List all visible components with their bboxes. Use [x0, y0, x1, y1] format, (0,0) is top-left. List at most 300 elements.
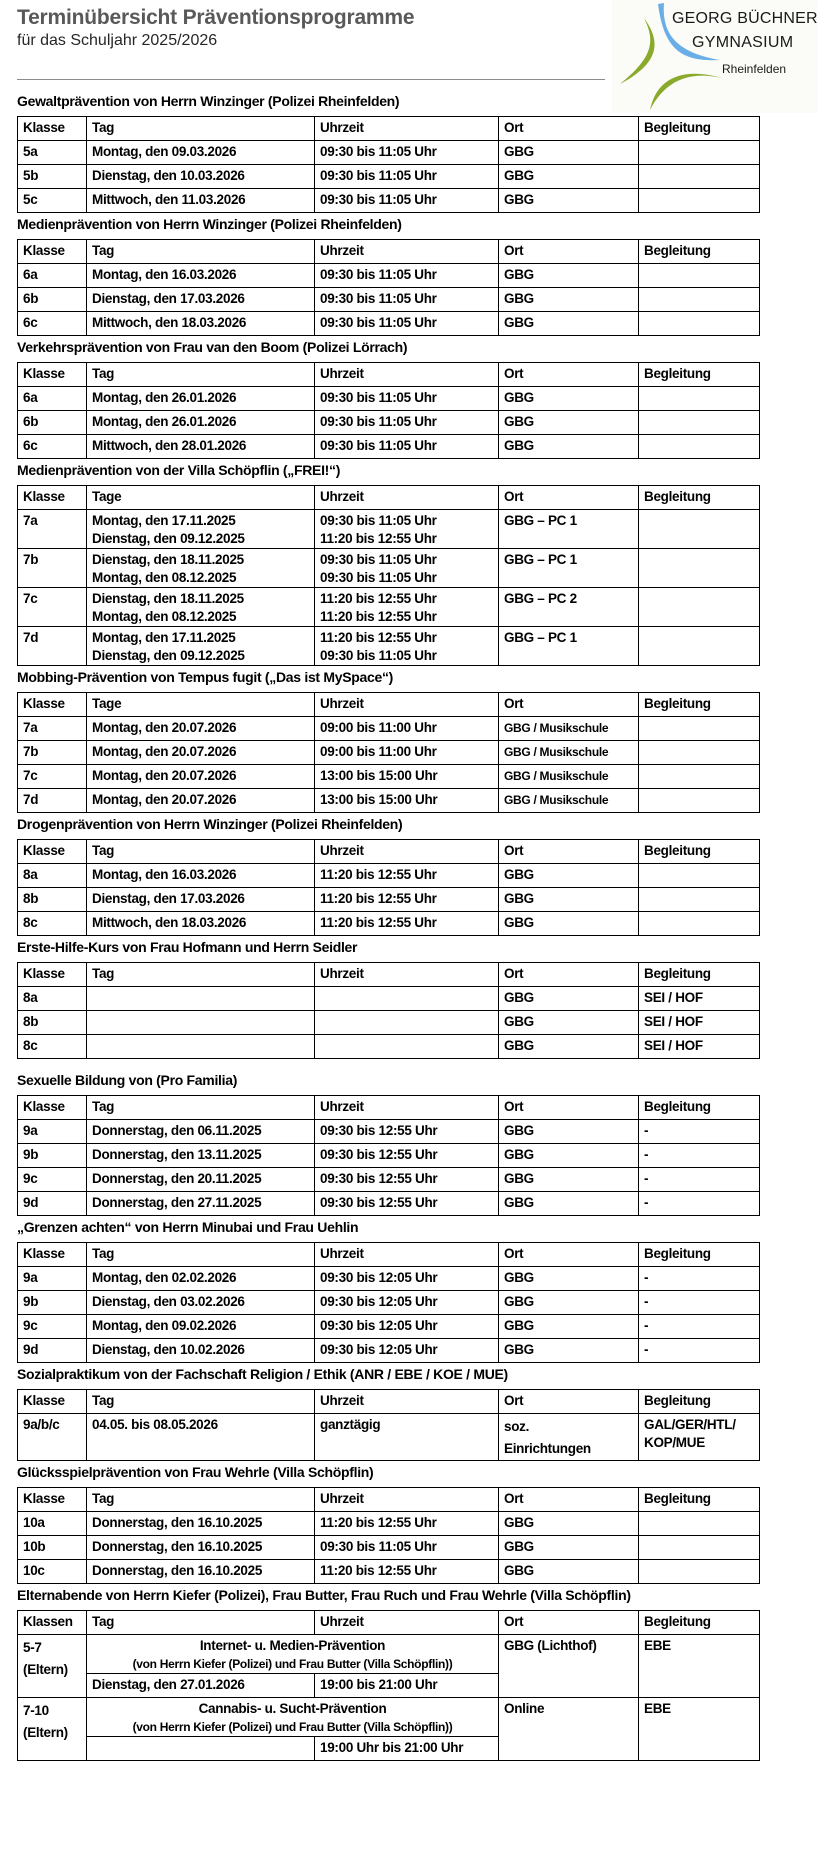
cell-klasse: 6a [18, 264, 87, 288]
cell-begleitung [639, 1536, 760, 1560]
cell-klasse: 7b [18, 549, 87, 588]
schedule-table [17, 116, 760, 213]
cell-programm [87, 1635, 499, 1674]
uhrzeit-1: 11:20 bis 12:55 Uhr [320, 630, 437, 645]
cell-klasse: 9d [18, 1192, 87, 1216]
cell-klassen [18, 1698, 87, 1761]
cell-klasse: 8c [18, 1035, 87, 1059]
cell-ort: GBG [499, 189, 639, 213]
schedule-table [17, 1487, 760, 1584]
header-uhrzeit: Uhrzeit [315, 1390, 499, 1414]
cell-uhrzeit: 09:30 bis 12:55 Uhr [315, 1168, 499, 1192]
cell-tag: Mittwoch, den 11.03.2026 [87, 189, 315, 213]
cell-begleitung: EBE [639, 1698, 760, 1761]
cell-tag: Montag, den 16.03.2026 [87, 264, 315, 288]
table-row [18, 264, 760, 288]
cell-klasse: 7a [18, 717, 87, 741]
cell-ort: GBG [499, 1267, 639, 1291]
cell-klasse: 7b [18, 741, 87, 765]
cell-ort: GBG [499, 411, 639, 435]
header-uhrzeit: Uhrzeit [315, 693, 499, 717]
cell-tag: Montag, den 20.07.2026 [87, 741, 315, 765]
cell-tag [87, 1737, 315, 1761]
table-row [18, 1144, 760, 1168]
cell-ort: GBG (Lichthof) [499, 1635, 639, 1698]
cell-ort: GBG [499, 1560, 639, 1584]
section-title: Gewaltprävention von Herrn Winzinger (Polizei Rheinfelden) [17, 93, 400, 109]
cell-begleitung [639, 864, 760, 888]
cell-uhrzeit [315, 987, 499, 1011]
table-row [18, 588, 760, 627]
cell-tag: Donnerstag, den 13.11.2025 [87, 1144, 315, 1168]
cell-tag: Dienstag, den 10.02.2026 [87, 1339, 315, 1363]
page-title: Terminübersicht Präventionsprogramme [17, 6, 415, 29]
klassen-line-1: 5-7 [23, 1640, 42, 1655]
cell-ort: GBG / Musikschule [499, 717, 639, 741]
cell-ort: GBG [499, 912, 639, 936]
cell-uhrzeit [315, 1011, 499, 1035]
table-row [18, 1315, 760, 1339]
header-begleitung: Begleitung [639, 693, 760, 717]
table-row [18, 1512, 760, 1536]
cell-begleitung [639, 1560, 760, 1584]
header-tag: Tag [87, 963, 315, 987]
table-row [18, 312, 760, 336]
header-ort: Ort [499, 117, 639, 141]
cell-uhrzeit: 09:30 bis 11:05 Uhr [315, 435, 499, 459]
cell-ort: GBG [499, 165, 639, 189]
cell-ort: GBG [499, 141, 639, 165]
cell-uhrzeit: 09:30 bis 12:55 Uhr [315, 1192, 499, 1216]
header-klasse: Klasse [18, 963, 87, 987]
table-row [18, 165, 760, 189]
schedule-table [17, 839, 760, 936]
cell-ort: Online [499, 1698, 639, 1761]
cell-uhrzeit: 09:00 bis 11:00 Uhr [315, 741, 499, 765]
schedule-table [17, 962, 760, 1059]
header-begleitung: Begleitung [639, 363, 760, 387]
header-tag: Tag [87, 117, 315, 141]
table-row [18, 288, 760, 312]
cell-ort: GBG [499, 1120, 639, 1144]
cell-tag: Dienstag, den 03.02.2026 [87, 1291, 315, 1315]
cell-tage [87, 510, 315, 549]
cell-uhrzeit: 09:30 bis 11:05 Uhr [315, 312, 499, 336]
table-row [18, 912, 760, 936]
table-row [18, 1120, 760, 1144]
cell-tag: Mittwoch, den 18.03.2026 [87, 912, 315, 936]
header-klasse: Klasse [18, 840, 87, 864]
cell-begleitung [639, 387, 760, 411]
table-row [18, 189, 760, 213]
section-title: Verkehrsprävention von Frau van den Boom (Polizei Lörrach) [17, 339, 408, 355]
cell-ort: GBG [499, 264, 639, 288]
cell-ort: GBG [499, 987, 639, 1011]
header-tage: Tage [87, 693, 315, 717]
header-klassen: Klassen [18, 1611, 87, 1635]
cell-ort [499, 1414, 639, 1461]
table-row [18, 741, 760, 765]
cell-klasse: 8a [18, 987, 87, 1011]
cell-tag: Montag, den 09.02.2026 [87, 1315, 315, 1339]
cell-tag: Montag, den 26.01.2026 [87, 387, 315, 411]
table-row [18, 549, 760, 588]
begleitung-line-1: GAL/GER/HTL/ [644, 1417, 736, 1432]
table-row [18, 1168, 760, 1192]
table-header-row [18, 1243, 760, 1267]
header-ort: Ort [499, 1096, 639, 1120]
cell-uhrzeit: 09:30 bis 11:05 Uhr [315, 189, 499, 213]
header-uhrzeit: Uhrzeit [315, 1611, 499, 1635]
cell-begleitung [639, 549, 760, 588]
cell-klasse: 8c [18, 912, 87, 936]
section-title: Medienprävention von der Villa Schöpflin („FREI!“) [17, 462, 341, 478]
table-row [18, 1011, 760, 1035]
header-uhrzeit: Uhrzeit [315, 1243, 499, 1267]
uhrzeit-2: 11:20 bis 12:55 Uhr [320, 609, 437, 624]
table-row [18, 1698, 760, 1737]
table-row [18, 1339, 760, 1363]
uhrzeit-1: 11:20 bis 12:55 Uhr [320, 591, 437, 606]
header-begleitung: Begleitung [639, 1096, 760, 1120]
header-tage: Tage [87, 486, 315, 510]
cell-tag: Mittwoch, den 18.03.2026 [87, 312, 315, 336]
cell-begleitung: - [639, 1192, 760, 1216]
cell-klasse: 9a [18, 1267, 87, 1291]
uhrzeit-2: 09:30 bis 11:05 Uhr [320, 570, 437, 585]
cell-uhrzeit: 09:30 bis 12:05 Uhr [315, 1339, 499, 1363]
table-row [18, 627, 760, 666]
header-klasse: Klasse [18, 1243, 87, 1267]
cell-begleitung [639, 717, 760, 741]
begleitung-line-2: KOP/MUE [644, 1435, 705, 1450]
tag-1: Dienstag, den 18.11.2025 [92, 591, 244, 606]
header-ort: Ort [499, 1611, 639, 1635]
header-ort: Ort [499, 1390, 639, 1414]
cell-tag: Montag, den 20.07.2026 [87, 717, 315, 741]
cell-begleitung [639, 627, 760, 666]
header-ort: Ort [499, 240, 639, 264]
cell-klasse: 10a [18, 1512, 87, 1536]
table-row [18, 510, 760, 549]
cell-uhrzeit: 09:30 bis 11:05 Uhr [315, 264, 499, 288]
schedule-table [17, 1389, 760, 1461]
header-uhrzeit: Uhrzeit [315, 486, 499, 510]
cell-ort: GBG [499, 288, 639, 312]
page-subtitle: für das Schuljahr 2025/2026 [17, 32, 218, 49]
cell-begleitung [639, 510, 760, 549]
klassen-line-2: (Eltern) [23, 1725, 68, 1740]
cell-tag [87, 1011, 315, 1035]
table-row [18, 1635, 760, 1674]
table-header-row [18, 240, 760, 264]
table-row [18, 1192, 760, 1216]
cell-klasse: 8a [18, 864, 87, 888]
cell-tag: Dienstag, den 17.03.2026 [87, 888, 315, 912]
header-klasse: Klasse [18, 486, 87, 510]
cell-begleitung: - [639, 1291, 760, 1315]
header-tag: Tag [87, 240, 315, 264]
ort-line-1: soz. [504, 1419, 530, 1434]
cell-begleitung [639, 1414, 760, 1461]
header-uhrzeit: Uhrzeit [315, 963, 499, 987]
cell-tag: Montag, den 20.07.2026 [87, 789, 315, 813]
table-row [18, 864, 760, 888]
header-begleitung: Begleitung [639, 840, 760, 864]
logo-line-3: Rheinfelden [722, 62, 787, 76]
table-header-row [18, 1611, 760, 1635]
tag-2: Dienstag, den 09.12.2025 [92, 531, 245, 546]
table-row [18, 1267, 760, 1291]
schedule-table [17, 1242, 760, 1363]
cell-begleitung [639, 912, 760, 936]
uhrzeit-2: 09:30 bis 11:05 Uhr [320, 648, 437, 663]
cell-tag: 04.05. bis 08.05.2026 [87, 1414, 315, 1461]
cell-klasse: 7a [18, 510, 87, 549]
cell-uhrzeit [315, 510, 499, 549]
cell-uhrzeit: 13:00 bis 15:00 Uhr [315, 789, 499, 813]
cell-tag: Montag, den 09.03.2026 [87, 141, 315, 165]
cell-ort: GBG / Musikschule [499, 765, 639, 789]
cell-ort: GBG / Musikschule [499, 789, 639, 813]
cell-uhrzeit: 09:30 bis 12:05 Uhr [315, 1315, 499, 1339]
table-row [18, 987, 760, 1011]
logo-line-1: GEORG BÜCHNER [672, 10, 818, 27]
cell-uhrzeit: 09:30 bis 11:05 Uhr [315, 387, 499, 411]
header-ort: Ort [499, 1488, 639, 1512]
cell-ort: GBG – PC 1 [499, 549, 639, 588]
cell-uhrzeit: 11:20 bis 12:55 Uhr [315, 864, 499, 888]
cell-tag: Donnerstag, den 16.10.2025 [87, 1512, 315, 1536]
cell-uhrzeit: 13:00 bis 15:00 Uhr [315, 765, 499, 789]
header-klasse: Klasse [18, 1390, 87, 1414]
cell-begleitung [639, 411, 760, 435]
cell-klasse: 7d [18, 627, 87, 666]
table-row [18, 387, 760, 411]
cell-tage [87, 627, 315, 666]
cell-klasse: 6b [18, 411, 87, 435]
table-row [18, 411, 760, 435]
cell-uhrzeit [315, 549, 499, 588]
schedule-table [17, 692, 760, 813]
header-klasse: Klasse [18, 363, 87, 387]
schedule-table [17, 239, 760, 336]
cell-begleitung [639, 189, 760, 213]
cell-ort: GBG [499, 1512, 639, 1536]
schedule-table [17, 485, 760, 666]
cell-ort: GBG [499, 888, 639, 912]
cell-ort: GBG [499, 1168, 639, 1192]
cell-klasse: 9d [18, 1339, 87, 1363]
cell-uhrzeit [315, 588, 499, 627]
cell-klasse: 7c [18, 588, 87, 627]
table-header-row [18, 117, 760, 141]
cell-begleitung: EBE [639, 1635, 760, 1698]
cell-tag: Donnerstag, den 16.10.2025 [87, 1560, 315, 1584]
cell-klasse: 7c [18, 765, 87, 789]
table-row [18, 1536, 760, 1560]
cell-begleitung: SEI / HOF [639, 987, 760, 1011]
ort-line-2: Einrichtungen [504, 1441, 591, 1456]
cell-begleitung: - [639, 1267, 760, 1291]
header-tag: Tag [87, 840, 315, 864]
cell-begleitung: - [639, 1168, 760, 1192]
header-klasse: Klasse [18, 693, 87, 717]
header-ort: Ort [499, 486, 639, 510]
cell-begleitung: - [639, 1144, 760, 1168]
header-uhrzeit: Uhrzeit [315, 240, 499, 264]
table-row [18, 888, 760, 912]
cell-ort: GBG [499, 1291, 639, 1315]
cell-tag: Donnerstag, den 06.11.2025 [87, 1120, 315, 1144]
header-klasse: Klasse [18, 117, 87, 141]
header-ort: Ort [499, 963, 639, 987]
cell-uhrzeit: 09:30 bis 11:05 Uhr [315, 411, 499, 435]
cell-begleitung: - [639, 1120, 760, 1144]
cell-uhrzeit: 09:30 bis 12:55 Uhr [315, 1144, 499, 1168]
cell-klassen [18, 1635, 87, 1698]
cell-tag: Montag, den 02.02.2026 [87, 1267, 315, 1291]
cell-tag: Donnerstag, den 20.11.2025 [87, 1168, 315, 1192]
header-begleitung: Begleitung [639, 486, 760, 510]
table-header-row [18, 963, 760, 987]
cell-begleitung [639, 288, 760, 312]
schedule-table [17, 362, 760, 459]
cell-tage [87, 549, 315, 588]
tag-2: Dienstag, den 09.12.2025 [92, 648, 245, 663]
cell-ort: GBG [499, 435, 639, 459]
table-row [18, 435, 760, 459]
cell-uhrzeit [315, 627, 499, 666]
cell-begleitung: SEI / HOF [639, 1011, 760, 1035]
logo-line-2: GYMNASIUM [692, 34, 794, 51]
cell-klasse: 7d [18, 789, 87, 813]
cell-ort: GBG [499, 312, 639, 336]
header-divider [17, 79, 605, 80]
cell-begleitung [639, 264, 760, 288]
header-begleitung: Begleitung [639, 1488, 760, 1512]
cell-klasse: 6b [18, 288, 87, 312]
table-header-row [18, 363, 760, 387]
header-uhrzeit: Uhrzeit [315, 1488, 499, 1512]
header-begleitung: Begleitung [639, 1390, 760, 1414]
section-title: Mobbing-Prävention von Tempus fugit („Das ist MySpace“) [17, 669, 394, 685]
cell-ort: GBG [499, 1144, 639, 1168]
header-tag: Tag [87, 1390, 315, 1414]
cell-ort: GBG [499, 1315, 639, 1339]
header-uhrzeit: Uhrzeit [315, 1096, 499, 1120]
klassen-line-1: 7-10 [23, 1703, 49, 1718]
programm-referenten: (von Herrn Kiefer (Polizei) und Frau Butter (Villa Schöpflin)) [132, 1657, 453, 1671]
cell-begleitung: - [639, 1315, 760, 1339]
header-uhrzeit: Uhrzeit [315, 363, 499, 387]
cell-begleitung [639, 1512, 760, 1536]
section-title: Medienprävention von Herrn Winzinger (Polizei Rheinfelden) [17, 216, 402, 232]
cell-ort: GBG – PC 1 [499, 627, 639, 666]
tag-2: Montag, den 08.12.2025 [92, 570, 237, 585]
table-row [18, 717, 760, 741]
section-title: Sozialpraktikum von der Fachschaft Religion / Ethik (ANR / EBE / KOE / MUE) [17, 1366, 508, 1382]
header-uhrzeit: Uhrzeit [315, 117, 499, 141]
cell-klasse: 9b [18, 1291, 87, 1315]
cell-klasse: 9c [18, 1315, 87, 1339]
cell-ort: GBG / Musikschule [499, 741, 639, 765]
cell-uhrzeit: ganztägig [315, 1414, 499, 1461]
table-row [18, 1560, 760, 1584]
cell-klasse: 5a [18, 141, 87, 165]
cell-tag [87, 987, 315, 1011]
cell-ort: GBG [499, 1339, 639, 1363]
cell-uhrzeit [315, 1035, 499, 1059]
section-title: Sexuelle Bildung von (Pro Familia) [17, 1072, 238, 1088]
cell-tage [87, 588, 315, 627]
table-header-row [18, 693, 760, 717]
section-title: Elternabende von Herrn Kiefer (Polizei), Frau Butter, Frau Ruch und Frau Wehrle (Villa Schöpflin) [17, 1587, 631, 1603]
header-uhrzeit: Uhrzeit [315, 840, 499, 864]
cell-ort: GBG [499, 1536, 639, 1560]
tag-1: Montag, den 17.11.2025 [92, 513, 236, 528]
cell-klasse: 9c [18, 1168, 87, 1192]
cell-begleitung [639, 588, 760, 627]
cell-klasse: 6c [18, 312, 87, 336]
cell-tag: Donnerstag, den 27.11.2025 [87, 1192, 315, 1216]
cell-tag: Dienstag, den 10.03.2026 [87, 165, 315, 189]
cell-begleitung: - [639, 1339, 760, 1363]
cell-ort: GBG [499, 387, 639, 411]
table-row [18, 789, 760, 813]
cell-klasse: 10b [18, 1536, 87, 1560]
table-header-row [18, 1488, 760, 1512]
header-begleitung: Begleitung [639, 1243, 760, 1267]
uhrzeit-2: 11:20 bis 12:55 Uhr [320, 531, 437, 546]
header-ort: Ort [499, 1243, 639, 1267]
header-tag: Tag [87, 1243, 315, 1267]
programm-referenten: (von Herrn Kiefer (Polizei) und Frau Butter (Villa Schöpflin)) [132, 1720, 453, 1734]
table-header-row [18, 840, 760, 864]
uhrzeit-1: 09:30 bis 11:05 Uhr [320, 513, 437, 528]
cell-tag: Dienstag, den 17.03.2026 [87, 288, 315, 312]
cell-ort: GBG [499, 1011, 639, 1035]
cell-klasse: 8b [18, 888, 87, 912]
cell-begleitung [639, 435, 760, 459]
schedule-table [17, 1610, 760, 1761]
cell-begleitung [639, 888, 760, 912]
cell-uhrzeit: 11:20 bis 12:55 Uhr [315, 912, 499, 936]
tag-1: Dienstag, den 18.11.2025 [92, 552, 244, 567]
cell-uhrzeit: 09:30 bis 12:05 Uhr [315, 1291, 499, 1315]
cell-programm [87, 1698, 499, 1737]
tag-1: Montag, den 17.11.2025 [92, 630, 236, 645]
header-ort: Ort [499, 693, 639, 717]
programm-thema: Cannabis- u. Sucht-Prävention [198, 1701, 387, 1716]
cell-tag: Dienstag, den 27.01.2026 [87, 1674, 315, 1698]
table-header-row [18, 486, 760, 510]
header-begleitung: Begleitung [639, 963, 760, 987]
cell-uhrzeit: 09:30 bis 11:05 Uhr [315, 1536, 499, 1560]
cell-tag: Montag, den 16.03.2026 [87, 864, 315, 888]
table-header-row [18, 1390, 760, 1414]
cell-uhrzeit: 09:30 bis 11:05 Uhr [315, 165, 499, 189]
cell-uhrzeit: 11:20 bis 12:55 Uhr [315, 888, 499, 912]
table-row [18, 141, 760, 165]
cell-begleitung [639, 165, 760, 189]
klassen-line-2: (Eltern) [23, 1662, 68, 1677]
cell-tag: Mittwoch, den 28.01.2026 [87, 435, 315, 459]
cell-begleitung [639, 141, 760, 165]
cell-ort: GBG [499, 864, 639, 888]
header-tag: Tag [87, 1611, 315, 1635]
cell-begleitung [639, 789, 760, 813]
